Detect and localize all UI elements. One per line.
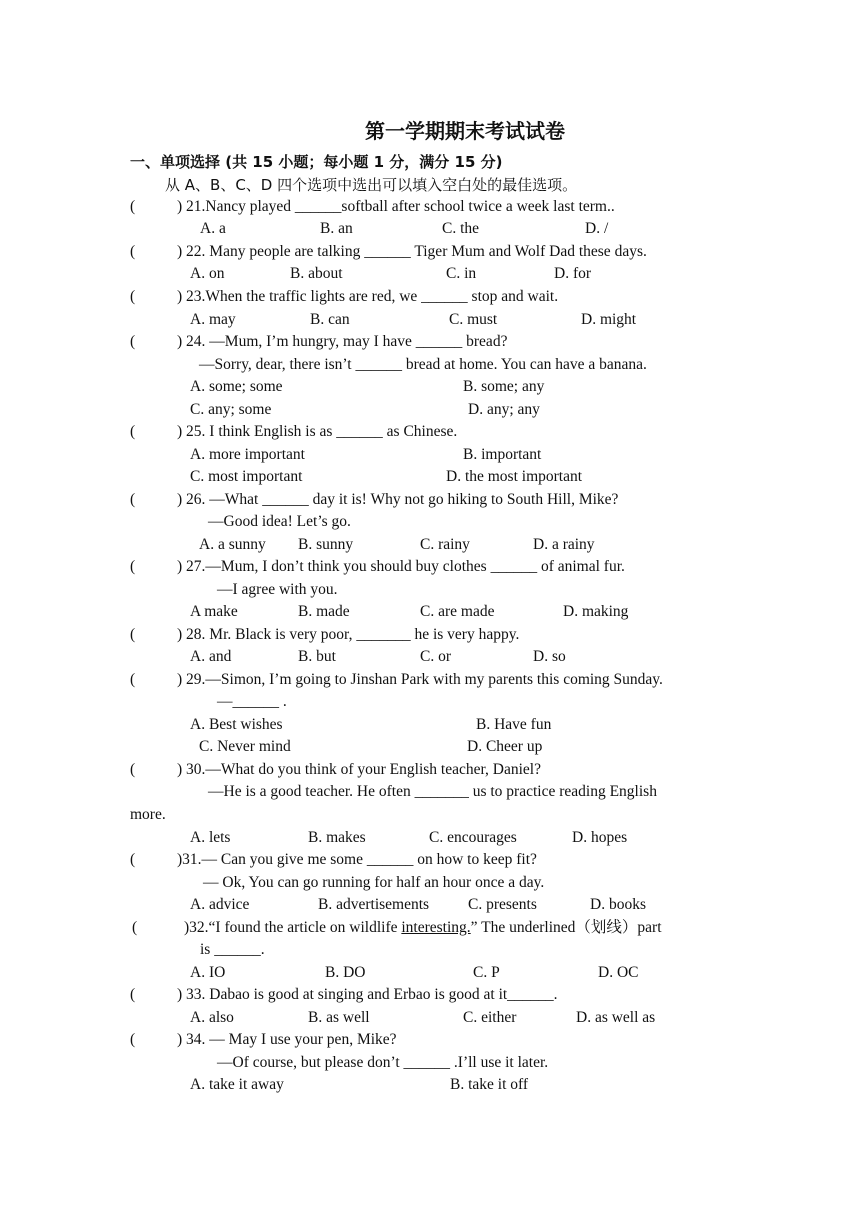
option-d: D. Cheer up [467, 738, 543, 755]
option-b: B. makes [308, 829, 366, 846]
question-stem-start: )32.“I found the article on wildlife [184, 919, 402, 936]
option-b: B. Have fun [476, 716, 552, 733]
answer-paren: ( [130, 761, 136, 778]
option-d: D. the most important [446, 468, 583, 485]
page-title: 第一学期期末考试试卷 [365, 119, 565, 143]
option-d: D. books [590, 896, 646, 913]
question-stem: ) 28. Mr. Black is very poor, _______ he is very happy. [177, 626, 520, 643]
answer-paren: ( [130, 851, 136, 868]
question-26-reply: —Good idea! Let’s go. [208, 513, 351, 530]
option-b: B. can [310, 311, 350, 328]
option-d: D. so [533, 648, 566, 665]
answer-paren: ( [132, 919, 138, 936]
option-b: B. as well [308, 1009, 370, 1026]
option-a: A. some; some [190, 378, 283, 395]
option-b: B. an [320, 220, 353, 237]
option-d: D. a rainy [533, 536, 595, 553]
option-a: A. and [190, 648, 232, 665]
option-b: B. DO [325, 964, 366, 981]
question-stem: ) 21.Nancy played ______softball after school twice a week last term.. [177, 198, 615, 215]
option-c: C. must [449, 311, 498, 328]
question-27-reply: —I agree with you. [217, 581, 338, 598]
option-d: D. hopes [572, 829, 628, 846]
option-c: C. are made [420, 603, 495, 620]
option-c: C. the [442, 220, 480, 237]
option-a: A. Best wishes [190, 716, 283, 733]
answer-paren: ( [130, 243, 136, 260]
option-c: C. or [420, 648, 451, 665]
option-c: C. encourages [429, 829, 517, 846]
option-b: B. advertisements [318, 896, 430, 913]
option-b: B. some; any [463, 378, 545, 395]
option-c: C. presents [468, 896, 537, 913]
answer-paren: ( [130, 423, 136, 440]
question-30-reply-continued: more. [130, 806, 166, 823]
option-a: A. on [190, 265, 225, 282]
option-a: A make [190, 603, 238, 620]
question-stem [184, 918, 662, 938]
answer-paren: ( [130, 626, 136, 643]
question-24-reply: —Sorry, dear, there isn’t ______ bread at home. You can have a banana. [199, 356, 647, 373]
question-stem: ) 34. — May I use your pen, Mike? [177, 1031, 397, 1048]
answer-paren: ( [130, 333, 136, 350]
answer-paren: ( [130, 558, 136, 575]
section-heading: 一、单项选择 (共 15 小题；每小题 1 分，满分 15 分) [130, 153, 503, 171]
question-30-reply: —He is a good teacher. He often _______ us to practice reading English [208, 783, 657, 800]
option-b: B. sunny [298, 536, 354, 553]
option-a: A. advice [190, 896, 250, 913]
answer-paren: ( [130, 288, 136, 305]
option-d: D. for [554, 265, 592, 282]
option-a: A. a [200, 220, 226, 237]
question-stem: )31.— Can you give me some ______ on how to keep fit? [177, 851, 537, 868]
option-a: A. may [190, 311, 236, 328]
option-c: C. P [473, 964, 500, 981]
option-b: B. important [463, 446, 542, 463]
answer-paren: ( [130, 671, 136, 688]
option-c: C. any; some [190, 401, 272, 418]
answer-paren: ( [130, 1031, 136, 1048]
question-32-continued: is ______. [200, 941, 265, 958]
question-stem: ) 33. Dabao is good at singing and Erbao is good at it______. [177, 986, 558, 1003]
option-d: D. making [563, 603, 629, 620]
option-c: C. in [446, 265, 477, 282]
question-stem: ) 30.—What do you think of your English teacher, Daniel? [177, 761, 541, 778]
question-stem: ) 29.—Simon, I’m going to Jinshan Park with my parents this coming Sunday. [177, 671, 663, 688]
option-a: A. lets [190, 829, 231, 846]
question-stem: ) 27.—Mum, I don’t think you should buy clothes ______ of animal fur. [177, 558, 625, 575]
option-c: C. most important [190, 468, 303, 485]
option-c: C. rainy [420, 536, 470, 553]
question-stem: ) 23.When the traffic lights are red, we ______ stop and wait. [177, 288, 559, 305]
answer-paren: ( [130, 986, 136, 1003]
question-stem-end: ” The underlined（划线）part [470, 919, 662, 936]
answer-paren: ( [130, 491, 136, 508]
option-d: D. might [581, 311, 637, 328]
option-d: D. / [585, 220, 609, 237]
underlined-word: interesting. [401, 919, 471, 936]
option-b: B. made [298, 603, 350, 620]
option-c: C. either [463, 1009, 517, 1026]
section-instruction: 从 A、B、C、D 四个选项中选出可以填入空白处的最佳选项。 [165, 176, 578, 194]
question-31-reply: — Ok, You can go running for half an hour once a day. [203, 874, 545, 891]
option-a: A. take it away [190, 1076, 284, 1093]
question-34-reply: —Of course, but please don’t ______ .I’ll use it later. [217, 1054, 549, 1071]
option-a: A. more important [190, 446, 305, 463]
option-d: D. OC [598, 964, 639, 981]
question-29-reply: —______ . [217, 693, 287, 710]
option-b: B. take it off [450, 1076, 529, 1093]
question-stem: ) 26. —What ______ day it is! Why not go hiking to South Hill, Mike? [177, 491, 619, 508]
option-b: B. about [290, 265, 343, 282]
option-a: A. also [190, 1009, 234, 1026]
option-c: C. Never mind [199, 738, 291, 755]
question-stem: ) 24. —Mum, I’m hungry, may I have ______ bread? [177, 333, 508, 350]
option-d: D. any; any [468, 401, 540, 418]
option-d: D. as well as [576, 1009, 656, 1026]
question-stem: ) 22. Many people are talking ______ Tiger Mum and Wolf Dad these days. [177, 243, 647, 260]
question-stem: ) 25. I think English is as ______ as Chinese. [177, 423, 458, 440]
option-a: A. IO [190, 964, 226, 981]
option-a: A. a sunny [199, 536, 266, 553]
answer-paren: ( [130, 198, 136, 215]
option-b: B. but [298, 648, 336, 665]
